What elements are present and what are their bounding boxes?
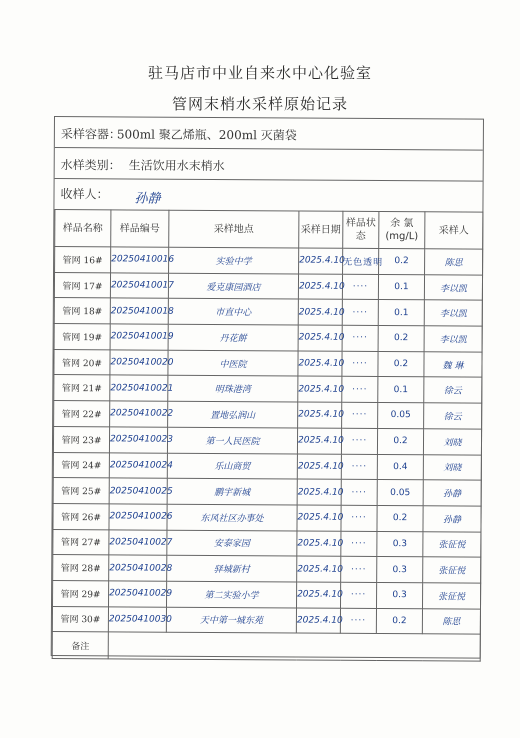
sampler-signature: 李以凯 — [424, 274, 482, 300]
receiver-signature: 孙静 — [134, 191, 161, 207]
sample-code: 20250410023 — [109, 427, 167, 453]
sample-code: 20250410021 — [110, 375, 168, 401]
table-row — [52, 606, 480, 634]
sample-location: 第一人民医院 — [167, 427, 297, 453]
sample-date: 2025.4.10 — [297, 531, 341, 557]
sample-code: 20250410017 — [110, 273, 168, 299]
sample-date: 2025.4.10 — [298, 351, 342, 377]
sample-name: 管网 30# — [52, 606, 108, 632]
sample-state: ···· — [341, 531, 377, 557]
residual-chlorine: 0.2 — [376, 608, 422, 634]
residual-chlorine: 0.2 — [377, 428, 423, 454]
table-row — [54, 375, 482, 403]
sample-state: ···· — [342, 325, 378, 351]
residual-chlorine: 0.3 — [377, 557, 423, 583]
residual-chlorine: 0.4 — [377, 454, 423, 480]
sample-name: 管网 23# — [53, 426, 109, 452]
table-row — [55, 247, 483, 275]
receiver-label: 收样人： — [60, 187, 109, 202]
sample-date: 2025.4.10 — [297, 556, 341, 582]
sampler-signature: 张征悦 — [422, 583, 480, 609]
sample-name: 管网 26# — [53, 503, 109, 529]
sample-location: 天中第一城东苑 — [166, 607, 296, 633]
sample-date: 2025.4.10 — [297, 453, 341, 479]
sampler-signature: 徐云 — [424, 403, 482, 429]
sample-location: 明珠港湾 — [168, 376, 298, 402]
sample-state: ···· — [341, 428, 377, 454]
sample-name: 管网 27# — [53, 529, 109, 555]
sampler-signature: 陈思 — [422, 608, 480, 634]
container-value: 500ml 聚乙烯瓶、200ml 灭菌袋 — [116, 127, 297, 143]
sample-location: 东风社区办事处 — [167, 504, 297, 530]
sampler-signature: 孙静 — [423, 506, 481, 532]
col-header-state: 样品状态 — [343, 211, 379, 248]
sample-date: 2025.4.10 — [297, 505, 341, 531]
sampler-signature: 张征悦 — [423, 531, 481, 557]
sample-location: 鹏宇新城 — [167, 478, 297, 504]
note-value — [108, 632, 480, 661]
sample-type-row — [55, 148, 483, 182]
sample-date: 2025.4.10 — [296, 608, 340, 634]
sample-code: 20250410027 — [109, 529, 167, 555]
sample-location: 安泰家园 — [167, 530, 297, 556]
sample-type-label: 水样类别： — [60, 158, 121, 173]
sampler-signature: 刘晓 — [423, 454, 481, 480]
sample-state: ···· — [342, 377, 378, 403]
sampler-signature: 陈思 — [425, 249, 483, 275]
table-row — [53, 503, 481, 531]
sampler-signature: 孙静 — [423, 480, 481, 506]
table-row — [53, 478, 481, 506]
residual-chlorine: 0.2 — [377, 505, 423, 531]
sample-location: 置地弘润山 — [168, 401, 298, 427]
receiver-row — [54, 179, 482, 211]
table-body — [52, 247, 482, 635]
col-header-location: 采样地点 — [169, 210, 299, 248]
residual-chlorine: 0.1 — [378, 300, 424, 326]
record-subtitle: 管网末梢水采样原始记录 — [171, 95, 348, 113]
sample-code: 20250410029 — [109, 581, 167, 607]
record-form — [51, 116, 484, 659]
sample-state: ···· — [340, 608, 376, 634]
sample-name: 管网 20# — [54, 349, 110, 375]
sample-code: 20250410025 — [109, 478, 167, 504]
sample-name: 管网 19# — [54, 324, 110, 350]
col-header-date: 采样日期 — [299, 211, 343, 248]
sampler-signature: 魏 琳 — [424, 352, 482, 378]
table-row — [53, 555, 481, 583]
table-row — [53, 529, 481, 557]
sample-state: ···· — [342, 274, 378, 300]
sample-location: 实验中学 — [169, 247, 299, 273]
col-header-chlorine: 余 氯 (mg/L) — [379, 211, 425, 248]
sampler-signature: 徐云 — [424, 377, 482, 403]
table-row — [54, 324, 482, 352]
sample-code: 20250410026 — [109, 504, 167, 530]
sample-state: ···· — [342, 351, 378, 377]
sample-state: ···· — [341, 479, 377, 505]
note-label: 备注 — [52, 632, 108, 659]
sample-state: ···· — [342, 300, 378, 326]
page-title: 驻马店市中业自来水中心化验室 — [147, 64, 372, 82]
sampler-signature: 李以凯 — [424, 326, 482, 352]
sample-location: 市直中心 — [168, 299, 298, 325]
residual-chlorine: 0.1 — [378, 274, 424, 300]
residual-chlorine: 0.3 — [377, 531, 423, 557]
sample-name: 管网 25# — [53, 478, 109, 504]
sample-date: 2025.4.10 — [297, 582, 341, 608]
table-row — [54, 272, 482, 300]
sampling-table — [52, 209, 484, 662]
sampler-signature: 刘晓 — [423, 429, 481, 455]
col-header-sampler: 采样人 — [425, 212, 483, 249]
container-label: 采样容器： — [60, 127, 121, 142]
sample-location: 丹花餠 — [168, 324, 298, 350]
table-row — [53, 452, 481, 480]
sample-date: 2025.4.10 — [299, 248, 343, 274]
residual-chlorine: 0.1 — [378, 377, 424, 403]
residual-chlorine: 0.3 — [376, 582, 422, 608]
sample-type-value: 生活饮用水末梢水 — [128, 158, 225, 174]
sample-code: 20250410020 — [110, 350, 168, 376]
sample-date: 2025.4.10 — [297, 428, 341, 454]
sample-name: 管网 28# — [53, 555, 109, 581]
sample-location: 驿城新村 — [167, 555, 297, 581]
sample-name: 管网 29# — [53, 580, 109, 606]
note-row — [52, 632, 480, 662]
sample-name: 管网 21# — [54, 375, 110, 401]
sample-date: 2025.4.10 — [298, 402, 342, 428]
sample-code: 20250410018 — [110, 298, 168, 324]
sample-code: 20250410016 — [111, 247, 169, 273]
sample-date: 2025.4.10 — [298, 299, 342, 325]
residual-chlorine: 0.2 — [379, 248, 425, 274]
sample-name: 管网 16# — [55, 247, 111, 273]
sampler-signature: 张征悦 — [423, 557, 481, 583]
sample-location: 爱克康园酒店 — [168, 273, 298, 299]
table-row — [53, 580, 481, 608]
col-header-code: 样品编号 — [111, 210, 169, 247]
table-row — [54, 298, 482, 326]
sample-name: 管网 17# — [54, 272, 110, 298]
sample-code: 20250410024 — [109, 452, 167, 478]
sample-state: ···· — [342, 402, 378, 428]
residual-chlorine: 0.2 — [378, 326, 424, 352]
sample-state: ···· — [341, 454, 377, 480]
table-header-row — [55, 210, 483, 250]
sample-code: 20250410028 — [109, 555, 167, 581]
residual-chlorine: 0.05 — [377, 480, 423, 506]
col-header-name: 样品名称 — [55, 210, 111, 247]
sample-name: 管网 18# — [54, 298, 110, 324]
sample-location: 第二实验小学 — [167, 581, 297, 607]
sample-code: 20250410030 — [108, 606, 166, 632]
sample-state: 无色透明 — [343, 248, 379, 274]
sample-date: 2025.4.10 — [298, 376, 342, 402]
sampler-signature: 李以凯 — [424, 300, 482, 326]
table-row — [54, 349, 482, 377]
sample-code: 20250410022 — [110, 401, 168, 427]
sample-date: 2025.4.10 — [297, 479, 341, 505]
sample-state: ···· — [341, 557, 377, 583]
sample-location: 中医院 — [168, 350, 298, 376]
residual-chlorine: 0.2 — [378, 351, 424, 377]
sample-name: 管网 24# — [53, 452, 109, 478]
sample-date: 2025.4.10 — [298, 274, 342, 300]
sample-code: 20250410019 — [110, 324, 168, 350]
sample-state: ···· — [341, 582, 377, 608]
sample-location: 乐山商贸 — [167, 453, 297, 479]
sample-date: 2025.4.10 — [298, 325, 342, 351]
residual-chlorine: 0.05 — [378, 403, 424, 429]
table-row — [54, 401, 482, 429]
sample-name: 管网 22# — [54, 401, 110, 427]
container-row — [55, 117, 483, 151]
table-row — [53, 426, 481, 454]
sample-state: ···· — [341, 505, 377, 531]
